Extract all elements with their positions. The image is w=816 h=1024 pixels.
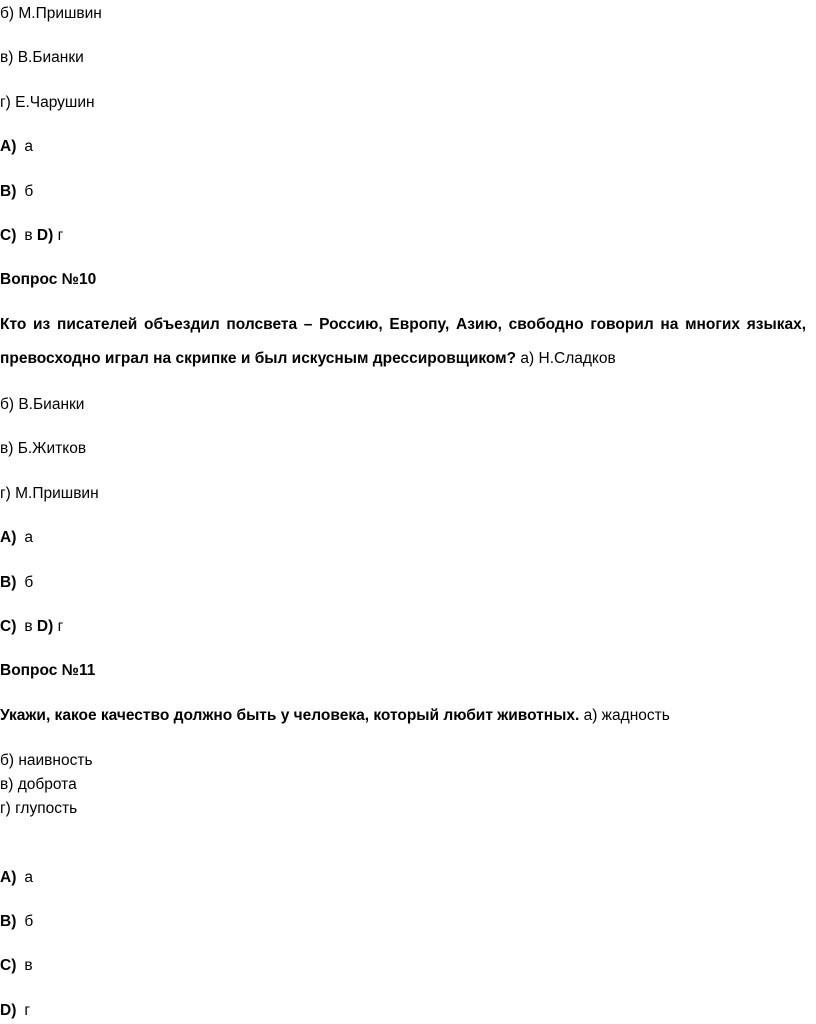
q10-question-line2 bbox=[0, 350, 616, 368]
q11-option-g: г) глупость bbox=[0, 800, 78, 817]
q9-answer-cd bbox=[0, 227, 63, 245]
q11-question bbox=[0, 707, 670, 725]
answer-letter: B) bbox=[0, 183, 17, 200]
question-text: превосходно играл на скрипке и был искусным дрессировщиком? bbox=[0, 350, 517, 367]
answer-letter: C) bbox=[0, 957, 17, 974]
answer-value: а bbox=[24, 869, 33, 886]
q11-answer-d bbox=[0, 1002, 30, 1020]
q11-answer-c bbox=[0, 957, 33, 975]
q10-option-v: в) Б.Житков bbox=[0, 440, 87, 457]
answer-value: а bbox=[24, 529, 33, 546]
answer-letter: D) bbox=[0, 1002, 17, 1019]
q10-question-line1 bbox=[0, 316, 806, 334]
answer-value: б bbox=[24, 574, 34, 591]
answer-letter: C) bbox=[0, 618, 17, 635]
q10-answer-b bbox=[0, 574, 33, 592]
answer-letter: B) bbox=[0, 913, 17, 930]
q11-answer-a bbox=[0, 869, 33, 887]
answer-value: г bbox=[57, 618, 64, 635]
answer-letter: B) bbox=[0, 574, 17, 591]
question-text: Укажи, какое качество должно быть у человека, который любит животных. bbox=[0, 707, 580, 724]
answer-value: в bbox=[24, 957, 33, 974]
answer-letter: A) bbox=[0, 869, 17, 886]
q10-option-a: а) Н.Сладков bbox=[520, 350, 616, 367]
answer-letter: D) bbox=[36, 227, 54, 244]
answer-letter: D) bbox=[36, 618, 54, 635]
answer-value: г bbox=[57, 227, 64, 244]
q10-answer-a bbox=[0, 529, 33, 547]
q11-answer-b bbox=[0, 913, 33, 931]
q9-option-b: б) М.Пришвин bbox=[0, 5, 102, 22]
answer-letter: C) bbox=[0, 227, 17, 244]
q11-option-b: б) наивность bbox=[0, 752, 93, 769]
q11-option-v: в) доброта bbox=[0, 776, 77, 793]
question-heading: Вопрос №11 bbox=[0, 662, 96, 679]
q10-answer-cd bbox=[0, 618, 63, 636]
q9-option-g: г) Е.Чарушин bbox=[0, 94, 95, 111]
q11-heading bbox=[0, 662, 95, 680]
question-text: Кто из писателей объездил полсвета – Россию, Европу, Азию, свободно говорил на многих языках, bbox=[0, 316, 806, 333]
answer-value: б bbox=[24, 183, 34, 200]
q10-option-g: г) М.Пришвин bbox=[0, 485, 99, 502]
q11-option-a: а) жадность bbox=[583, 707, 670, 724]
q9-answer-b bbox=[0, 183, 33, 201]
q10-heading bbox=[0, 271, 96, 289]
answer-value: б bbox=[24, 913, 34, 930]
q9-answer-a bbox=[0, 138, 33, 156]
answer-letter: A) bbox=[0, 138, 17, 155]
answer-value: в bbox=[24, 227, 33, 244]
question-heading: Вопрос №10 bbox=[0, 271, 97, 288]
answer-value: в bbox=[24, 618, 33, 635]
answer-value: а bbox=[24, 138, 33, 155]
q10-option-b: б) В.Бианки bbox=[0, 396, 85, 413]
q9-option-v: в) В.Бианки bbox=[0, 49, 84, 66]
answer-letter: A) bbox=[0, 529, 17, 546]
answer-value: г bbox=[24, 1002, 31, 1019]
